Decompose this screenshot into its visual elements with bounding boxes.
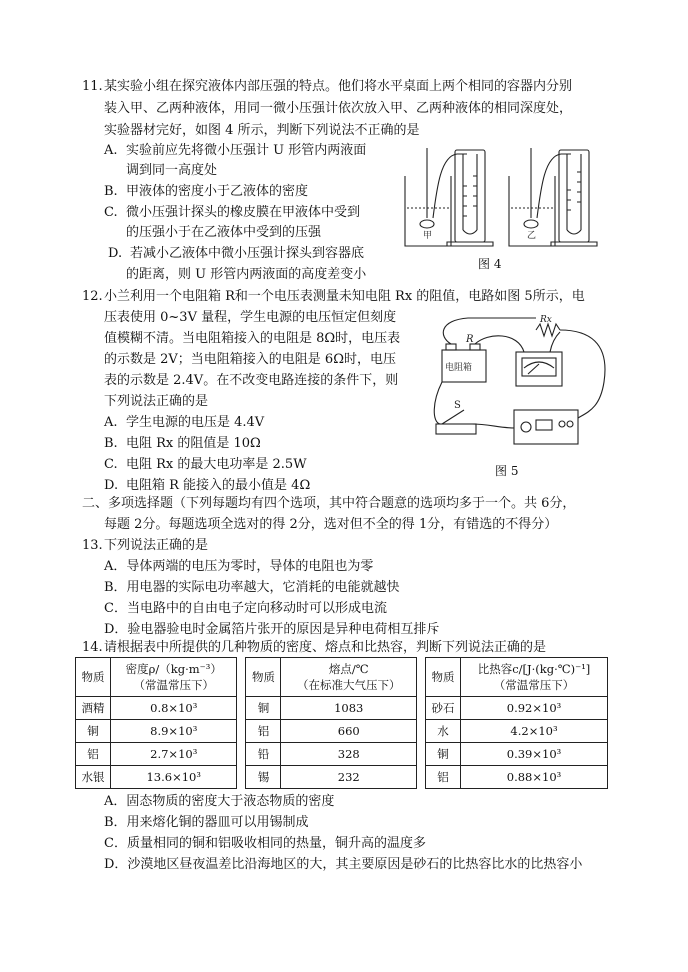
question-12-stem-line-2: 压表使用 0~3V 量程，学生电源的电压恒定但刻度 [104,310,397,325]
question-12-stem-line-6: 下列说法正确的是 [104,394,209,409]
table-cell: 水 [426,720,461,743]
q12-option-c-label: C. [104,457,118,472]
question-14-stem: 请根据表中所提供的几种物质的密度、熔点和比热容，判断下列说法正确的是 [104,640,547,655]
question-13-stem: 下列说法正确的是 [104,538,209,553]
table-cell: 铜 [426,743,461,766]
table-row [76,697,608,720]
table-cell: 1083 [281,697,417,720]
table-cell: 8.9×10³ [110,720,236,743]
figure-4-label-yi: 乙 [527,231,537,241]
table-cell: 铝 [76,743,111,766]
q12-option-d-text: 电阻箱 R 能接入的最小值是 4Ω [126,478,311,493]
table-cell: 锡 [246,766,281,789]
q11-option-c-label: C. [104,205,118,220]
q13-option-b: B．用电器的实际电功率越大，它消耗的电能就越快 [104,580,400,595]
q11-option-a-text-2: 调到同一高度处 [126,163,218,178]
table-cell: 328 [281,743,417,766]
table-cell: 13.6×10³ [110,766,236,789]
q14-option-a: A．固态物质的密度大于液态物质的密度 [104,794,335,809]
table-cell: 0.92×10³ [461,697,608,720]
q13-option-a: A．导体两端的电压为零时，导体的电阻也为零 [104,559,374,574]
q14-option-c: C．质量相同的铜和铝吸收相同的热量，铜升高的温度多 [104,836,426,851]
q11-option-a-label: A. [104,143,118,158]
figure-5-label-r: R [466,334,474,345]
header-melting-point: 熔点/℃ （在标准大气压下） [281,658,417,697]
header-substance-1: 物质 [76,658,111,697]
q12-option-d-label: D. [104,478,119,493]
question-11-stem-line-1: 某实验小组在探究液体内部压强的特点。他们将水平桌面上两个相同的容器内分别 [104,79,573,94]
question-12-stem-line-1: 小兰利用一个电阻箱 R和一个电压表测量未知电阻 Rx 的阻值，电路如图 5所示，电 [104,289,585,304]
q11-option-d-text-2: 的距离，则 U 形管内两液面的高度差变小 [126,267,367,282]
question-12-stem-line-4: 的示数是 2V；当电阻箱接入的电阻是 6Ω时，电压 [104,352,396,367]
q11-option-c-text: 微小压强计探头的橡皮膜在甲液体中受到 [126,205,361,220]
question-11-number: 11. [82,79,103,94]
table-cell: 0.8×10³ [110,697,236,720]
table-cell: 砂石 [426,697,461,720]
q12-option-a-text: 学生电源的电压是 4.4V [126,415,265,430]
header-density: 密度ρ/（kg·m⁻³） （常温常压下） [110,658,236,697]
figure-5-label-s: S [454,400,461,411]
q14-option-b: B．用来熔化铜的器皿可以用锡制成 [104,815,309,830]
table-cell: 铝 [426,766,461,789]
table-row [76,720,608,743]
table-cell: 水银 [76,766,111,789]
table-cell: 4.2×10³ [461,720,608,743]
table-cell: 0.88×10³ [461,766,608,789]
table-header-row [76,658,608,697]
table-cell: 2.7×10³ [110,743,236,766]
figure-5-caption: 图 5 [495,464,519,478]
material-properties-table [75,657,608,789]
q11-option-a-text: 实验前应先将微小压强计 U 形管内两液面 [126,143,367,158]
figure-5-label-box: 电阻箱 [445,363,473,373]
header-specific-heat: 比热容c/[J·(kg·℃)⁻¹] （常温常压下） [461,658,608,697]
table-cell: 232 [281,766,417,789]
q13-option-c: C．当电路中的自由电子定向移动时可以形成电流 [104,601,387,616]
header-substance-2: 物质 [246,658,281,697]
q12-option-b-label: B. [104,436,118,451]
figure-5-label-rx: Rx [540,315,552,325]
question-13-number: 13. [82,538,103,553]
header-substance-3: 物质 [426,658,461,697]
section-2-heading-line-2: 每题 2分。每题选项全选对的得 2分，选对但不全的得 1分，有错选的不得分） [104,517,558,532]
figure-4-label-jia: 甲 [423,231,433,241]
section-2-heading-line-1: 二、多项选择题（下列每题均有四个选项，其中符合题意的选项均多于一个。共 6分， [82,496,576,511]
table-cell: 660 [281,720,417,743]
table-cell: 铝 [246,720,281,743]
table-cell: 铜 [76,720,111,743]
table-cell: 铅 [246,743,281,766]
question-11-stem-line-3: 实验器材完好，如图 4 所示，判断下列说法不正确的是 [104,123,420,138]
question-12-number: 12. [82,289,103,304]
q13-option-d: D．验电器验电时金属箔片张开的原因是异种电荷相互排斥 [104,622,440,637]
q11-option-b-label: B. [104,184,118,199]
figure-4-caption: 图 4 [478,257,502,271]
figure-4-pressure-gauge-diagram [397,146,607,252]
figure-5-circuit-diagram [428,312,613,460]
q11-option-d-label: D. [108,246,123,261]
q11-option-b-text: 甲液体的密度小于乙液体的密度 [126,184,309,199]
table-row [76,766,608,789]
question-11-stem-line-2: 装入甲、乙两种液体，用同一微小压强计依次放入甲、乙两种液体的相同深度处， [104,101,573,116]
table-cell: 0.39×10³ [461,743,608,766]
table-cell: 铜 [246,697,281,720]
q12-option-a-label: A. [104,415,118,430]
q11-option-d-text: 若减小乙液体中微小压强计探头到容器底 [130,246,365,261]
q12-option-c-text: 电阻 Rx 的最大电功率是 2.5W [126,457,307,472]
question-12-stem-line-3: 值模糊不清。当电阻箱接入的电阻是 8Ω时，电压表 [104,331,401,346]
q12-option-b-text: 电阻 Rx 的阻值是 10Ω [126,436,261,451]
question-14-number: 14. [82,640,103,655]
q11-option-c-text-2: 的压强小于在乙液体中受到的压强 [126,225,322,240]
table-row [76,743,608,766]
q14-option-d: D．沙漠地区昼夜温差比沿海地区的大，其主要原因是砂石的比热容比水的比热容小 [104,857,583,872]
table-cell: 酒精 [76,697,111,720]
question-12-stem-line-5: 表的示数是 2.4V。在不改变电路连接的条件下，则 [104,373,399,388]
